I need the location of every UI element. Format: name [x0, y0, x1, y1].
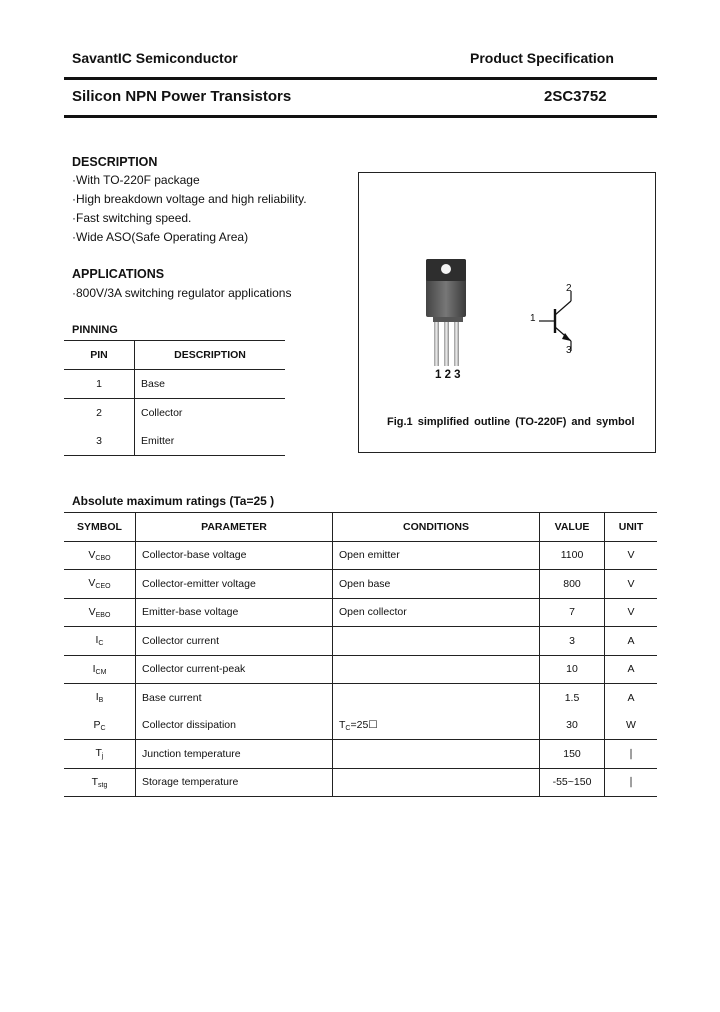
document-type: Product Specification — [470, 50, 614, 66]
symbol-subscript: stg — [98, 781, 108, 789]
pin-number: 2 — [64, 399, 135, 428]
unit-cell: V — [605, 570, 658, 599]
pin-header: PIN — [64, 341, 135, 370]
pin-description: Emitter — [141, 435, 175, 447]
symbol-cell — [64, 541, 136, 570]
table-row — [64, 627, 657, 656]
value-cell: 1.5 — [540, 684, 605, 712]
pin-number: 3 — [64, 427, 135, 456]
symbol-subscript: EBO — [95, 611, 111, 619]
conditions-cell: Open collector — [333, 598, 540, 627]
symbol-subscript: CM — [95, 668, 107, 676]
symbol-main: T — [95, 747, 102, 760]
table-row — [64, 541, 657, 570]
conditions-cell — [333, 655, 540, 684]
symbol-pin-2: 2 — [566, 283, 572, 294]
symbol-cell — [64, 598, 136, 627]
value-cell: 150 — [540, 740, 605, 769]
figure-box — [358, 172, 656, 453]
symbol-cell — [64, 570, 136, 599]
unit-cell: ∣ — [605, 768, 658, 797]
value-cell: 1100 — [540, 541, 605, 570]
conditions-cell — [333, 768, 540, 797]
table-row — [64, 768, 657, 797]
ratings-table — [64, 512, 657, 797]
conditions-cell — [333, 684, 540, 712]
conditions-cell: Open emitter — [333, 541, 540, 570]
to220f-package-illustration — [411, 253, 491, 383]
symbol-main: V — [88, 577, 96, 590]
description-item: ·High breakdown voltage and high reliability. — [72, 192, 307, 206]
table-row — [64, 427, 285, 456]
condition-main: T — [339, 718, 346, 731]
condition-tail: =25☐ — [350, 718, 378, 731]
symbol-cell — [64, 712, 136, 740]
table-row — [64, 570, 657, 599]
symbol-main: I — [95, 691, 99, 704]
symbol-subscript: CEO — [95, 583, 111, 591]
symbol-cell — [64, 768, 136, 797]
symbol-main: P — [93, 718, 101, 731]
header-divider — [64, 77, 657, 80]
description-item: ·Fast switching speed. — [72, 211, 192, 225]
value-cell: -55~150 — [540, 768, 605, 797]
symbol-subscript: C — [100, 724, 106, 732]
symbol-subscript: C — [98, 640, 104, 648]
application-item: ·800V/3A switching regulator applications — [72, 286, 292, 300]
table-row — [64, 655, 657, 684]
conditions-cell — [333, 712, 540, 740]
table-row — [64, 399, 285, 428]
ratings-title: Absolute maximum ratings (Ta=25 ) — [72, 494, 275, 508]
symbol-main: T — [91, 775, 99, 788]
table-row — [64, 740, 657, 769]
description-title: DESCRIPTION — [72, 155, 158, 169]
parameter-cell: Collector-base voltage — [136, 541, 333, 570]
condition-subscript: C — [345, 724, 351, 732]
symbol-cell — [64, 684, 136, 712]
symbol-main: I — [92, 662, 96, 675]
symbol-cell — [64, 627, 136, 656]
conditions-cell — [333, 740, 540, 769]
company-name: SavantIC Semiconductor — [72, 50, 238, 66]
symbol-subscript: j — [101, 753, 104, 761]
value-cell: 10 — [540, 655, 605, 684]
parameter-cell: Junction temperature — [136, 740, 333, 769]
table-row — [64, 598, 657, 627]
pinning-title: PINNING — [72, 324, 118, 336]
unit-cell: V — [605, 598, 658, 627]
value-cell: 7 — [540, 598, 605, 627]
parameter-cell: Emitter-base voltage — [136, 598, 333, 627]
description-item: ·With TO-220F package — [72, 173, 200, 187]
symbol-header: SYMBOL — [64, 513, 136, 542]
value-cell: 3 — [540, 627, 605, 656]
pinning-header-row — [64, 341, 285, 370]
symbol-pin-3: 3 — [566, 345, 572, 356]
unit-cell: ∣ — [605, 740, 658, 769]
value-cell: 30 — [540, 712, 605, 740]
part-number: 2SC3752 — [544, 88, 607, 105]
pin-description-header: DESCRIPTION — [135, 341, 286, 370]
pinning-table — [64, 340, 285, 456]
applications-title: APPLICATIONS — [72, 267, 165, 281]
parameter-cell: Base current — [136, 684, 333, 712]
symbol-main: V — [88, 605, 96, 618]
parameter-cell: Collector-emitter voltage — [136, 570, 333, 599]
unit-cell: A — [605, 627, 658, 656]
value-header: VALUE — [540, 513, 605, 542]
product-subtitle: Silicon NPN Power Transistors — [72, 88, 292, 105]
parameter-cell: Collector current-peak — [136, 655, 333, 684]
table-row — [64, 684, 657, 712]
symbol-cell — [64, 740, 136, 769]
symbol-subscript: B — [98, 697, 104, 705]
parameter-cell: Collector dissipation — [136, 712, 333, 740]
parameter-header: PARAMETER — [136, 513, 333, 542]
ratings-header-row — [64, 513, 657, 542]
pin-description: Collector — [135, 399, 286, 428]
subtitle-divider — [64, 115, 657, 118]
symbol-subscript: CBO — [95, 554, 111, 562]
pin-number: 1 — [64, 370, 135, 399]
description-item: ·Wide ASO(Safe Operating Area) — [72, 230, 249, 244]
conditions-header: CONDITIONS — [333, 513, 540, 542]
parameter-cell: Storage temperature — [136, 768, 333, 797]
symbol-main: V — [88, 548, 96, 561]
parameter-cell: Collector current — [136, 627, 333, 656]
unit-cell: A — [605, 684, 658, 712]
table-row — [64, 370, 285, 399]
symbol-pin-1: 1 — [530, 313, 536, 324]
symbol-cell — [64, 655, 136, 684]
symbol-main: I — [95, 634, 99, 647]
unit-cell: A — [605, 655, 658, 684]
unit-header: UNIT — [605, 513, 658, 542]
pin-description: Base — [141, 378, 165, 390]
conditions-cell: Open base — [333, 570, 540, 599]
table-row — [64, 712, 657, 740]
unit-cell: V — [627, 549, 635, 562]
conditions-cell — [333, 627, 540, 656]
value-cell: 800 — [540, 570, 605, 599]
figure-caption: Fig.1 simplified outline (TO-220F) and symbol — [387, 416, 635, 428]
unit-cell: W — [626, 719, 636, 732]
package-pin-labels: 1 2 3 — [435, 369, 461, 381]
description-list — [72, 171, 307, 247]
